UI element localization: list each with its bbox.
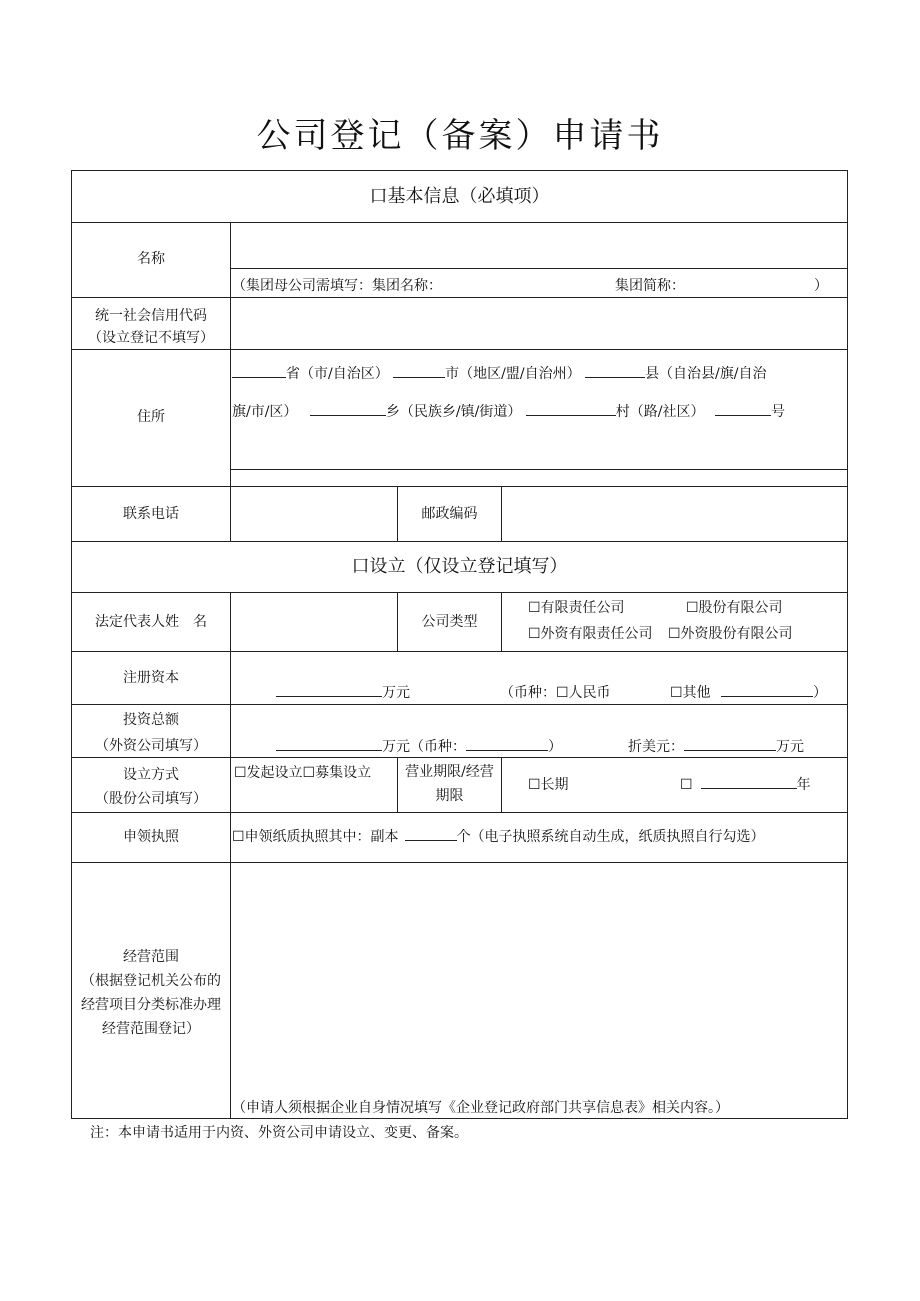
- term-years-field[interactable]: ☐ 年: [680, 773, 811, 797]
- type-foreign-llc-checkbox[interactable]: ☐外资有限责任公司: [528, 626, 653, 642]
- page-title: 公司登记（备案）申请书: [256, 116, 664, 156]
- legal-rep-field[interactable]: [232, 594, 396, 650]
- scope-field[interactable]: [232, 864, 846, 1094]
- scope-sublabel-1: （根据登记机关公布的: [81, 973, 221, 989]
- name-label: 名称: [137, 251, 165, 267]
- term-long-checkbox[interactable]: ☐长期: [528, 777, 569, 793]
- license-label: 申领执照: [123, 829, 179, 845]
- reg-capital-amount[interactable]: 万元: [276, 681, 410, 705]
- term-label: 营业期限/经营: [405, 764, 494, 780]
- group-note-close: ）: [814, 278, 828, 294]
- name-field[interactable]: [232, 224, 846, 267]
- group-abbr-note: 集团简称：: [615, 278, 685, 294]
- footnote: 注：本申请书适用于内资、外资公司申请设立、变更、备案。: [90, 1125, 468, 1141]
- phone-field[interactable]: [232, 488, 396, 540]
- credit-code-field[interactable]: [232, 299, 846, 348]
- address-line-2[interactable]: 旗/市/区） 乡（民族乡/镇/街道） 村（路/社区） 号: [232, 400, 785, 424]
- method-checkboxes[interactable]: ☐发起设立☐募集设立: [234, 765, 372, 781]
- application-form: [71, 170, 848, 1119]
- section-basic-info: 口基本信息（必填项）: [369, 186, 550, 207]
- type-joint-stock-checkbox[interactable]: ☐股份有限公司: [686, 600, 783, 616]
- credit-code-label: 统一社会信用代码: [95, 308, 207, 324]
- method-label: 设立方式: [123, 767, 179, 783]
- postcode-field[interactable]: [503, 488, 846, 540]
- investment-sublabel: （外资公司填写）: [95, 738, 207, 754]
- type-foreign-joint-stock-checkbox[interactable]: ☐外资股份有限公司: [668, 626, 793, 642]
- legal-rep-label: 法定代表人姓 名: [95, 614, 207, 630]
- section-setup: 口设立（仅设立登记填写）: [351, 556, 568, 577]
- investment-amount[interactable]: 万元（币种： ）: [276, 735, 562, 759]
- credit-code-sublabel: （设立登记不填写）: [88, 330, 214, 346]
- scope-label: 经营范围: [123, 949, 179, 965]
- investment-label: 投资总额: [123, 712, 179, 728]
- scope-sublabel-3: 经营范围登记）: [102, 1021, 200, 1037]
- type-llc-checkbox[interactable]: ☐有限责任公司: [528, 600, 625, 616]
- address-line-1[interactable]: 省（市/自治区） 市（地区/盟/自治州） 县（自治县/旗/自治: [232, 362, 767, 386]
- investment-usd[interactable]: 折美元： 万元: [628, 735, 804, 759]
- scope-sublabel-2: 经营项目分类标准办理: [81, 997, 221, 1013]
- term-sublabel: 期限: [435, 788, 464, 804]
- company-type-label: 公司类型: [421, 614, 478, 630]
- postcode-label: 邮政编码: [421, 506, 478, 522]
- license-copies[interactable]: ☐申领纸质执照其中：副本 个（电子执照系统自动生成，纸质执照自行勾选）: [232, 825, 765, 849]
- scope-note: （申请人须根据企业自身情况填写《企业登记政府部门共享信息表》相关内容。）: [232, 1100, 729, 1116]
- method-sublabel: （股份公司填写）: [95, 791, 207, 807]
- phone-label: 联系电话: [123, 506, 179, 522]
- address-label: 住所: [137, 409, 165, 425]
- reg-capital-currency[interactable]: （币种：☐人民币: [500, 685, 611, 701]
- group-name-note: （集团母公司需填写：集团名称：: [232, 278, 442, 294]
- reg-capital-other[interactable]: ☐其他 ）: [670, 681, 827, 705]
- reg-capital-label: 注册资本: [123, 670, 179, 686]
